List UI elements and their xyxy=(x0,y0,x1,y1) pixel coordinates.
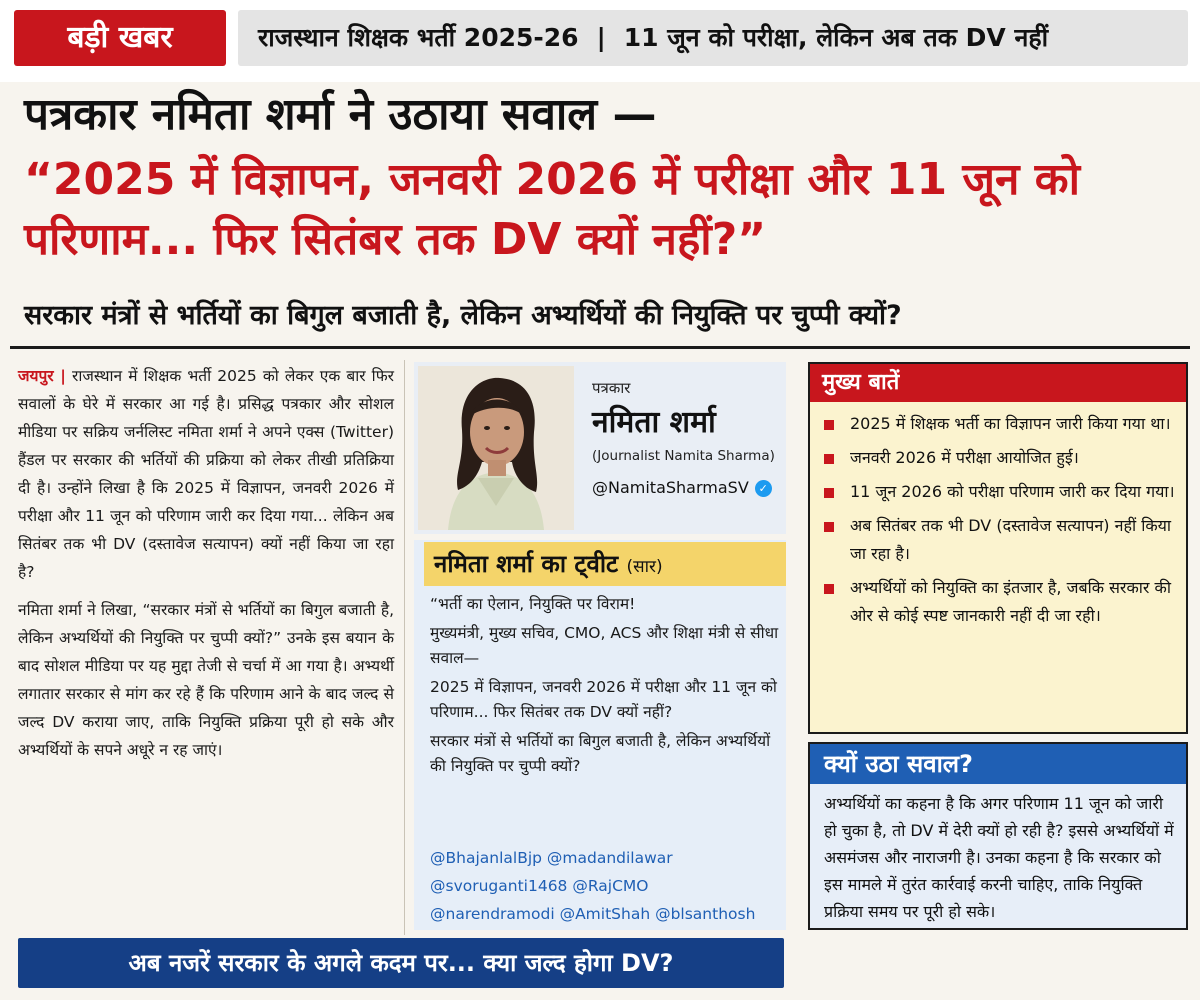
bullet-square-icon xyxy=(824,420,834,430)
verified-badge-icon: ✓ xyxy=(755,480,772,497)
key-point-item xyxy=(824,512,1176,568)
key-points-title: मुख्य बातें xyxy=(810,364,1186,402)
headline-quote: “2025 में विज्ञापन, जनवरी 2026 में परीक्षा और 11 जून को परिणाम... फिर सितंबर तक DV क्यों नहीं?” xyxy=(24,154,1080,265)
key-point-text: 2025 में शिक्षक भर्ती का विज्ञापन जारी किया गया था। xyxy=(850,414,1171,433)
profile-handle: @NamitaSharmaSV xyxy=(592,478,749,497)
why-question-title: क्यों उठा सवाल? xyxy=(810,744,1186,784)
key-point-item xyxy=(824,574,1176,630)
journalist-portrait-illustration xyxy=(418,366,574,530)
dateline: जयपुर | xyxy=(18,367,66,385)
journalist-profile-card xyxy=(414,362,786,534)
headline-line-1: पत्रकार नमिता शर्मा ने उठाया सवाल — xyxy=(24,89,657,140)
key-points-list xyxy=(824,410,1176,636)
key-point-item xyxy=(824,444,1176,472)
tweet-line-2: मुख्यमंत्री, मुख्य सचिव, CMO, ACS और शिक्षा मंत्री से सीधा सवाल— xyxy=(430,624,779,667)
journalist-photo xyxy=(418,366,574,530)
tweet-mentions xyxy=(430,844,780,928)
tweet-title-small: (सार) xyxy=(626,557,663,577)
mentions-line-1: @BhajanlalBjp @madandilawar xyxy=(430,849,673,867)
kicker-left: राजस्थान शिक्षक भर्ती 2025-26 xyxy=(258,23,579,52)
tweet-summary-title xyxy=(424,542,786,586)
key-point-text: 11 जून 2026 को परीक्षा परिणाम जारी कर दिया गया। xyxy=(850,482,1175,501)
tweet-line-3: 2025 में विज्ञापन, जनवरी 2026 में परीक्षा और 11 जून को परिणाम... फिर सितंबर तक DV क्यों नहीं? xyxy=(430,678,777,721)
kicker-right: 11 जून को परीक्षा, लेकिन अब तक DV नहीं xyxy=(623,23,1049,52)
key-point-text: जनवरी 2026 में परीक्षा आयोजित हुई। xyxy=(850,448,1079,467)
key-points-box xyxy=(808,362,1188,734)
kicker-separator: | xyxy=(596,23,606,52)
bottom-banner: अब नजरें सरकार के अगले कदम पर... क्या जल्द होगा DV? xyxy=(18,938,784,988)
article-paragraph-2: नमिता शर्मा ने लिखा, “सरकार मंत्रों से भर्तियों का बिगुल बजाती है, लेकिन अभ्यर्थियों की नियुक्ति पर चुप्पी क्यों?” उनके इस बयान के बाद सोशल मीडिया पर यह मुद्दा तेजी से चर्चा में आ गया है। अभ्यर्थी लगातार सरकार से मांग कर रहे हैं कि परिणाम आने के बाद जल्द से जल्द DV कराया जाए, ताकि नियुक्ति प्रक्रिया पूरी हो सके और अभ्यर्थियों के सपने अधूरे न रह जाएं। xyxy=(18,601,394,759)
breaking-news-badge: बड़ी खबर xyxy=(14,10,226,66)
tweet-body xyxy=(430,592,780,783)
profile-english-name: (Journalist Namita Sharma) xyxy=(592,448,775,464)
tweet-summary-box xyxy=(414,540,786,930)
bullet-square-icon xyxy=(824,584,834,594)
article-paragraph-1 xyxy=(18,362,394,586)
tweet-title-text: नमिता शर्मा का ट्वीट xyxy=(434,550,619,578)
profile-handle-row xyxy=(592,478,772,497)
mentions-line-3: @narendramodi @AmitShah @blsanthosh xyxy=(430,905,756,923)
key-point-text: अभ्यर्थियों को नियुक्ति का इंतजार है, जबकि सरकार की ओर से कोई स्पष्ट जानकारी नहीं दी जा रही। xyxy=(850,578,1171,625)
bullet-square-icon xyxy=(824,522,834,532)
kicker-strip xyxy=(238,10,1188,66)
tweet-line-1: “भर्ती का ऐलान, नियुक्ति पर विराम! xyxy=(430,595,636,613)
profile-label: पत्रकार xyxy=(592,379,631,397)
column-divider xyxy=(404,360,405,935)
why-question-body: अभ्यर्थियों का कहना है कि अगर परिणाम 11 जून को जारी हो चुका है, तो DV में देरी क्यों हो रही है? इससे अभ्यर्थियों में असमंजस और नाराजगी है। उनका कहना है कि सरकार को इस मामले में तुरंत कार्रवाई करनी चाहिए, ताकि नियुक्ति प्रक्रिया समय पर पूरी हो सके। xyxy=(824,794,1174,921)
bullet-square-icon xyxy=(824,488,834,498)
top-band xyxy=(0,0,1200,82)
bullet-square-icon xyxy=(824,454,834,464)
subheadline: सरकार मंत्रों से भर्तियों का बिगुल बजाती है, लेकिन अभ्यर्थियों की नियुक्ति पर चुप्पी क्यों? xyxy=(24,300,902,331)
why-question-box xyxy=(808,742,1188,930)
key-point-item xyxy=(824,410,1176,438)
divider-rule xyxy=(10,346,1190,349)
tweet-line-4: सरकार मंत्रों से भर्तियों का बिगुल बजाती है, लेकिन अभ्यर्थियों की नियुक्ति पर चुप्पी क्यों? xyxy=(430,732,771,775)
profile-name: नमिता शर्मा xyxy=(592,405,716,440)
key-point-text: अब सितंबर तक भी DV (दस्तावेज सत्यापन) नहीं किया जा रहा है। xyxy=(850,516,1172,563)
key-point-item xyxy=(824,478,1176,506)
article-text-1: राजस्थान में शिक्षक भर्ती 2025 को लेकर एक बार फिर सवालों के घेरे में सरकार आ गई है। प्रसिद्ध पत्रकार और सोशल मीडिया पर सक्रिय जर्नलिस्ट नमिता शर्मा ने अपने एक्स (Twitter) हैंडल पर सरकार की भर्तियों की प्रक्रिया को लेकर तीखी प्रतिक्रिया दी है। उन्होंने लिखा है कि 2025 में विज्ञापन, जनवरी 2026 में परीक्षा और 11 जून को परिणाम जारी कर दिया गया... लेकिन अब सितंबर तक भी DV (दस्तावेज सत्यापन) क्यों नहीं किया जा रहा है? xyxy=(18,367,394,581)
article-body xyxy=(18,362,394,774)
mentions-line-2: @svoruganti1468 @RajCMO xyxy=(430,877,649,895)
